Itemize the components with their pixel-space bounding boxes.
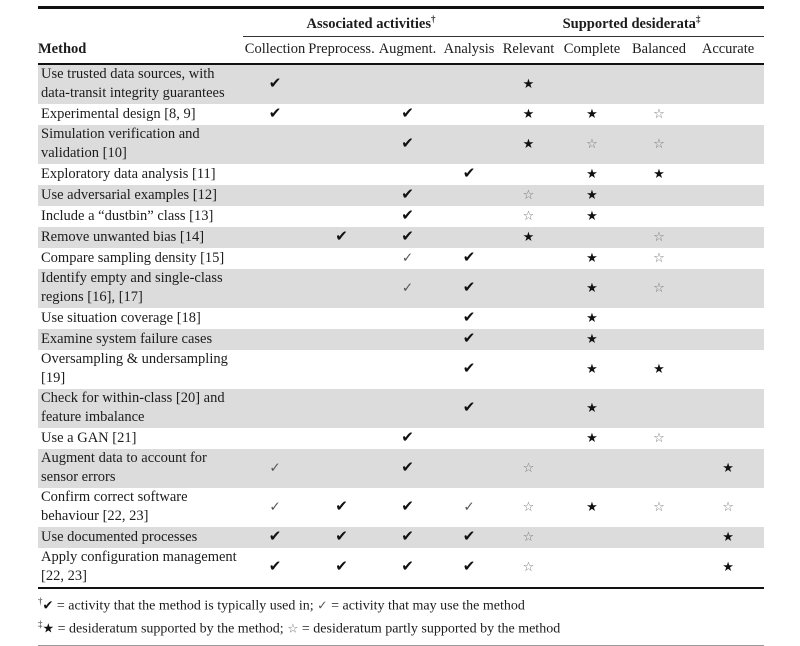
mark-cell: [692, 227, 764, 248]
open-star-icon: ☆: [287, 621, 299, 637]
method-cell: Use adversarial examples [12]: [41, 186, 217, 203]
mark-cell: [626, 248, 692, 269]
mark-cell: [439, 329, 499, 350]
mark-cell: [558, 308, 626, 329]
filled-star-icon: ★: [522, 76, 535, 92]
mark-cell: [243, 125, 307, 164]
method-header-spacer: [38, 8, 243, 37]
mark-cell: [558, 269, 626, 308]
mark-cell: [558, 548, 626, 588]
table-row: [38, 206, 764, 227]
mark-cell: [626, 164, 692, 185]
mark-cell: [499, 527, 558, 548]
mark-cell: [692, 389, 764, 428]
filled-star-icon: ★: [586, 430, 598, 446]
group-label-activities: Associated activities: [306, 15, 431, 32]
mark-cell: [307, 329, 376, 350]
mark-cell: [692, 548, 764, 588]
open-star-icon: ☆: [653, 280, 665, 296]
weak-check-icon: ✓: [269, 459, 281, 476]
group-supported-desiderata: [499, 8, 764, 37]
mark-cell: [558, 185, 626, 206]
double-dagger-symbol: ‡: [695, 14, 701, 24]
mark-cell: [626, 449, 692, 488]
mark-cell: [499, 548, 558, 588]
mark-cell: [558, 389, 626, 428]
mark-cell: [307, 449, 376, 488]
mark-cell: [376, 428, 439, 449]
mark-cell: [558, 449, 626, 488]
filled-star-icon: ★: [522, 229, 535, 245]
mark-cell: [243, 389, 307, 428]
mark-cell: [439, 227, 499, 248]
mark-cell: [307, 488, 376, 527]
column-header-row: [38, 37, 764, 64]
group-label-desiderata: Supported desiderata: [562, 15, 696, 32]
weak-check-icon: ✓: [401, 279, 414, 296]
mark-cell: [376, 248, 439, 269]
method-cell: Identify empty and single-class regions [16], [17]: [41, 270, 223, 306]
mark-cell: [626, 548, 692, 588]
method-cell: Remove unwanted bias [14]: [41, 228, 205, 245]
strong-check-icon: ✔: [462, 278, 476, 297]
mark-cell: [243, 527, 307, 548]
column-header-complete: Complete: [563, 40, 621, 57]
table-body: [38, 64, 764, 588]
mark-cell: [376, 449, 439, 488]
strong-check-icon: ✔: [462, 527, 476, 546]
mark-cell: [626, 185, 692, 206]
mark-cell: [558, 248, 626, 269]
mark-cell: [243, 64, 307, 104]
mark-cell: [243, 269, 307, 308]
mark-cell: [626, 488, 692, 527]
mark-cell: [626, 125, 692, 164]
mark-cell: [376, 548, 439, 588]
mark-cell: [376, 164, 439, 185]
mark-cell: [558, 125, 626, 164]
mark-cell: [243, 488, 307, 527]
mark-cell: [376, 308, 439, 329]
mark-cell: [439, 64, 499, 104]
mark-cell: [499, 308, 558, 329]
mark-cell: [439, 350, 499, 389]
open-star-icon: ☆: [586, 136, 598, 152]
mark-cell: [439, 488, 499, 527]
filled-star-icon: ★: [722, 529, 734, 545]
strong-check-icon: ✔: [268, 557, 282, 576]
strong-check-icon: ✔: [462, 557, 476, 576]
strong-check-icon: ✔: [462, 329, 476, 348]
mark-cell: [243, 548, 307, 588]
filled-star-icon: ★: [586, 310, 598, 326]
mark-cell: [626, 389, 692, 428]
mark-cell: [499, 329, 558, 350]
mark-cell: [376, 389, 439, 428]
mark-cell: [243, 449, 307, 488]
dagger-symbol: †: [430, 14, 436, 24]
strong-check-icon: ✔: [401, 497, 414, 516]
filled-star-icon: ★: [586, 106, 598, 122]
mark-cell: [243, 227, 307, 248]
mark-cell: [558, 164, 626, 185]
mark-cell: [307, 185, 376, 206]
mark-cell: [499, 449, 558, 488]
method-cell: Simulation verification and validation [10]: [41, 126, 200, 162]
mark-cell: [439, 206, 499, 227]
mark-cell: [243, 350, 307, 389]
filled-star-icon: ★: [522, 106, 535, 122]
footnote-line: †✔ = activity that the method is typically used in; ✓ = activity that may use the method: [38, 595, 525, 614]
group-associated-activities: [243, 8, 499, 37]
weak-check-icon: ✓: [401, 249, 414, 266]
mark-cell: [439, 248, 499, 269]
mark-cell: [692, 329, 764, 350]
mark-cell: [439, 164, 499, 185]
column-header-balanced: Balanced: [632, 40, 686, 57]
mark-cell: [243, 248, 307, 269]
mark-cell: [499, 104, 558, 125]
mark-cell: [626, 104, 692, 125]
mark-cell: [626, 428, 692, 449]
filled-star-icon: ★: [522, 136, 535, 152]
open-star-icon: ☆: [653, 430, 665, 446]
mark-cell: [439, 389, 499, 428]
mark-cell: [692, 428, 764, 449]
method-cell: Apply configuration management [22, 23]: [41, 549, 237, 585]
open-star-icon: ☆: [722, 499, 734, 515]
method-cell: Compare sampling density [15]: [41, 249, 225, 266]
mark-cell: [307, 548, 376, 588]
mark-cell: [307, 164, 376, 185]
filled-star-icon: ★: [586, 331, 598, 347]
mark-cell: [499, 350, 558, 389]
weak-check-icon: ✓: [317, 597, 328, 613]
table-row: [38, 104, 764, 125]
weak-check-icon: ✓: [463, 498, 475, 515]
mark-cell: [626, 308, 692, 329]
table-row: [38, 308, 764, 329]
method-cell: Use documented processes: [41, 528, 198, 545]
mark-cell: [439, 548, 499, 588]
open-star-icon: ☆: [653, 136, 665, 152]
open-star-icon: ☆: [522, 559, 535, 575]
table-row: [38, 527, 764, 548]
method-cell: Check for within-class [20] and feature imbalance: [41, 390, 225, 426]
mark-cell: [626, 227, 692, 248]
mark-cell: [692, 350, 764, 389]
mark-cell: [626, 350, 692, 389]
table-row: [38, 248, 764, 269]
table-footnotes: [38, 589, 764, 646]
filled-star-icon: ★: [586, 280, 598, 296]
mark-cell: [439, 527, 499, 548]
method-cell: Examine system failure cases: [41, 330, 213, 347]
mark-cell: [692, 449, 764, 488]
footnote-marker: ‡: [38, 619, 43, 630]
filled-star-icon: ★: [586, 187, 598, 203]
mark-cell: [376, 227, 439, 248]
table-header: [38, 8, 764, 64]
table-row: [38, 449, 764, 488]
strong-check-icon: ✔: [401, 557, 414, 576]
mark-cell: [376, 350, 439, 389]
mark-cell: [558, 329, 626, 350]
mark-cell: [439, 104, 499, 125]
methods-table: [38, 6, 764, 589]
method-cell: Include a “dustbin” class [13]: [41, 207, 214, 224]
strong-check-icon: ✔: [462, 308, 476, 327]
mark-cell: [439, 428, 499, 449]
mark-cell: [499, 248, 558, 269]
mark-cell: [692, 527, 764, 548]
open-star-icon: ☆: [653, 229, 665, 245]
mark-cell: [439, 269, 499, 308]
column-header-method: Method: [38, 40, 87, 57]
table-row: [38, 125, 764, 164]
mark-cell: [692, 104, 764, 125]
strong-check-icon: ✔: [268, 74, 282, 93]
mark-cell: [439, 308, 499, 329]
open-star-icon: ☆: [653, 106, 665, 122]
mark-cell: [626, 269, 692, 308]
mark-cell: [243, 206, 307, 227]
mark-cell: [499, 64, 558, 104]
mark-cell: [376, 206, 439, 227]
mark-cell: [558, 350, 626, 389]
method-cell: Use a GAN [21]: [41, 429, 137, 446]
mark-cell: [558, 428, 626, 449]
mark-cell: [307, 269, 376, 308]
method-cell: Use situation coverage [18]: [41, 309, 201, 326]
mark-cell: [558, 488, 626, 527]
filled-star-icon: ★: [653, 166, 665, 182]
table-row: [38, 428, 764, 449]
filled-star-icon: ★: [42, 622, 55, 638]
table-row: [38, 488, 764, 527]
table-row: [38, 269, 764, 308]
strong-check-icon: ✔: [401, 134, 414, 153]
mark-cell: [692, 125, 764, 164]
open-star-icon: ☆: [653, 499, 665, 515]
mark-cell: [499, 269, 558, 308]
mark-cell: [558, 104, 626, 125]
strong-check-icon: ✔: [401, 428, 414, 447]
column-header-augment: Augment.: [378, 40, 437, 57]
mark-cell: [307, 64, 376, 104]
mark-cell: [243, 104, 307, 125]
column-header-analysis: Analysis: [443, 40, 495, 57]
column-header-collection: Collection: [244, 40, 306, 57]
mark-cell: [499, 227, 558, 248]
strong-check-icon: ✔: [335, 527, 348, 546]
filled-star-icon: ★: [653, 361, 665, 377]
method-cell: Experimental design [8, 9]: [41, 105, 196, 122]
mark-cell: [376, 104, 439, 125]
mark-cell: [307, 227, 376, 248]
mark-cell: [307, 389, 376, 428]
filled-star-icon: ★: [586, 166, 598, 182]
mark-cell: [626, 329, 692, 350]
mark-cell: [307, 527, 376, 548]
mark-cell: [307, 428, 376, 449]
mark-cell: [558, 64, 626, 104]
strong-check-icon: ✔: [462, 359, 476, 378]
column-header-preprocess: Preprocess.: [308, 40, 375, 57]
table-row: [38, 164, 764, 185]
strong-check-icon: ✔: [401, 206, 414, 225]
mark-cell: [243, 164, 307, 185]
table-row: [38, 64, 764, 104]
group-header-row: [38, 8, 764, 37]
open-star-icon: ☆: [522, 499, 535, 515]
strong-check-icon: ✔: [401, 458, 414, 477]
strong-check-icon: ✔: [335, 227, 348, 246]
strong-check-icon: ✔: [335, 497, 348, 516]
open-star-icon: ☆: [522, 208, 535, 224]
mark-cell: [692, 164, 764, 185]
method-cell: Confirm correct software behaviour [22, 23]: [41, 489, 188, 525]
mark-cell: [376, 488, 439, 527]
open-star-icon: ☆: [653, 250, 665, 266]
method-cell: Augment data to account for sensor errors: [41, 450, 207, 486]
mark-cell: [499, 185, 558, 206]
strong-check-icon: ✔: [335, 557, 348, 576]
filled-star-icon: ★: [586, 361, 598, 377]
strong-check-icon: ✔: [268, 527, 282, 546]
mark-cell: [692, 64, 764, 104]
mark-cell: [692, 269, 764, 308]
mark-cell: [499, 125, 558, 164]
strong-check-icon: ✔: [42, 598, 54, 614]
mark-cell: [307, 248, 376, 269]
mark-cell: [307, 206, 376, 227]
mark-cell: [499, 164, 558, 185]
filled-star-icon: ★: [586, 208, 598, 224]
mark-cell: [243, 428, 307, 449]
strong-check-icon: ✔: [401, 527, 414, 546]
mark-cell: [307, 125, 376, 164]
filled-star-icon: ★: [586, 499, 598, 515]
method-cell: Oversampling & undersampling [19]: [41, 351, 228, 387]
mark-cell: [376, 125, 439, 164]
strong-check-icon: ✔: [462, 248, 476, 267]
strong-check-icon: ✔: [401, 104, 414, 123]
mark-cell: [376, 527, 439, 548]
mark-cell: [499, 206, 558, 227]
mark-cell: [243, 329, 307, 350]
mark-cell: [376, 269, 439, 308]
open-star-icon: ☆: [522, 460, 535, 476]
table-row: [38, 227, 764, 248]
table-row: [38, 185, 764, 206]
mark-cell: [376, 64, 439, 104]
table-row: [38, 329, 764, 350]
mark-cell: [439, 125, 499, 164]
column-header-relevant: Relevant: [502, 40, 555, 57]
mark-cell: [692, 185, 764, 206]
mark-cell: [499, 389, 558, 428]
mark-cell: [692, 488, 764, 527]
filled-star-icon: ★: [722, 460, 734, 476]
mark-cell: [692, 206, 764, 227]
mark-cell: [558, 227, 626, 248]
mark-cell: [439, 185, 499, 206]
mark-cell: [243, 308, 307, 329]
mark-cell: [499, 488, 558, 527]
filled-star-icon: ★: [586, 250, 598, 266]
filled-star-icon: ★: [586, 400, 598, 416]
mark-cell: [307, 308, 376, 329]
mark-cell: [692, 248, 764, 269]
open-star-icon: ☆: [522, 529, 535, 545]
mark-cell: [499, 428, 558, 449]
table-row: [38, 548, 764, 588]
method-cell: Exploratory data analysis [11]: [41, 165, 216, 182]
footnote-line: ‡★ = desideratum supported by the method; ☆ = desideratum partly supported by the method: [38, 619, 561, 638]
mark-cell: [376, 185, 439, 206]
weak-check-icon: ✓: [269, 498, 281, 515]
strong-check-icon: ✔: [401, 185, 414, 204]
mark-cell: [626, 64, 692, 104]
mark-cell: [307, 104, 376, 125]
filled-star-icon: ★: [722, 559, 734, 575]
column-header-accurate: Accurate: [701, 40, 755, 57]
table-row: [38, 389, 764, 428]
mark-cell: [376, 329, 439, 350]
mark-cell: [439, 449, 499, 488]
open-star-icon: ☆: [522, 187, 535, 203]
mark-cell: [558, 206, 626, 227]
mark-cell: [307, 350, 376, 389]
mark-cell: [243, 185, 307, 206]
strong-check-icon: ✔: [462, 164, 476, 183]
mark-cell: [626, 527, 692, 548]
mark-cell: [692, 308, 764, 329]
strong-check-icon: ✔: [401, 227, 414, 246]
mark-cell: [558, 527, 626, 548]
strong-check-icon: ✔: [268, 104, 282, 123]
footnote-marker: †: [38, 595, 43, 606]
table-row: [38, 350, 764, 389]
mark-cell: [626, 206, 692, 227]
method-cell: Use trusted data sources, with data-transit integrity guarantees: [41, 66, 225, 102]
strong-check-icon: ✔: [462, 398, 476, 417]
